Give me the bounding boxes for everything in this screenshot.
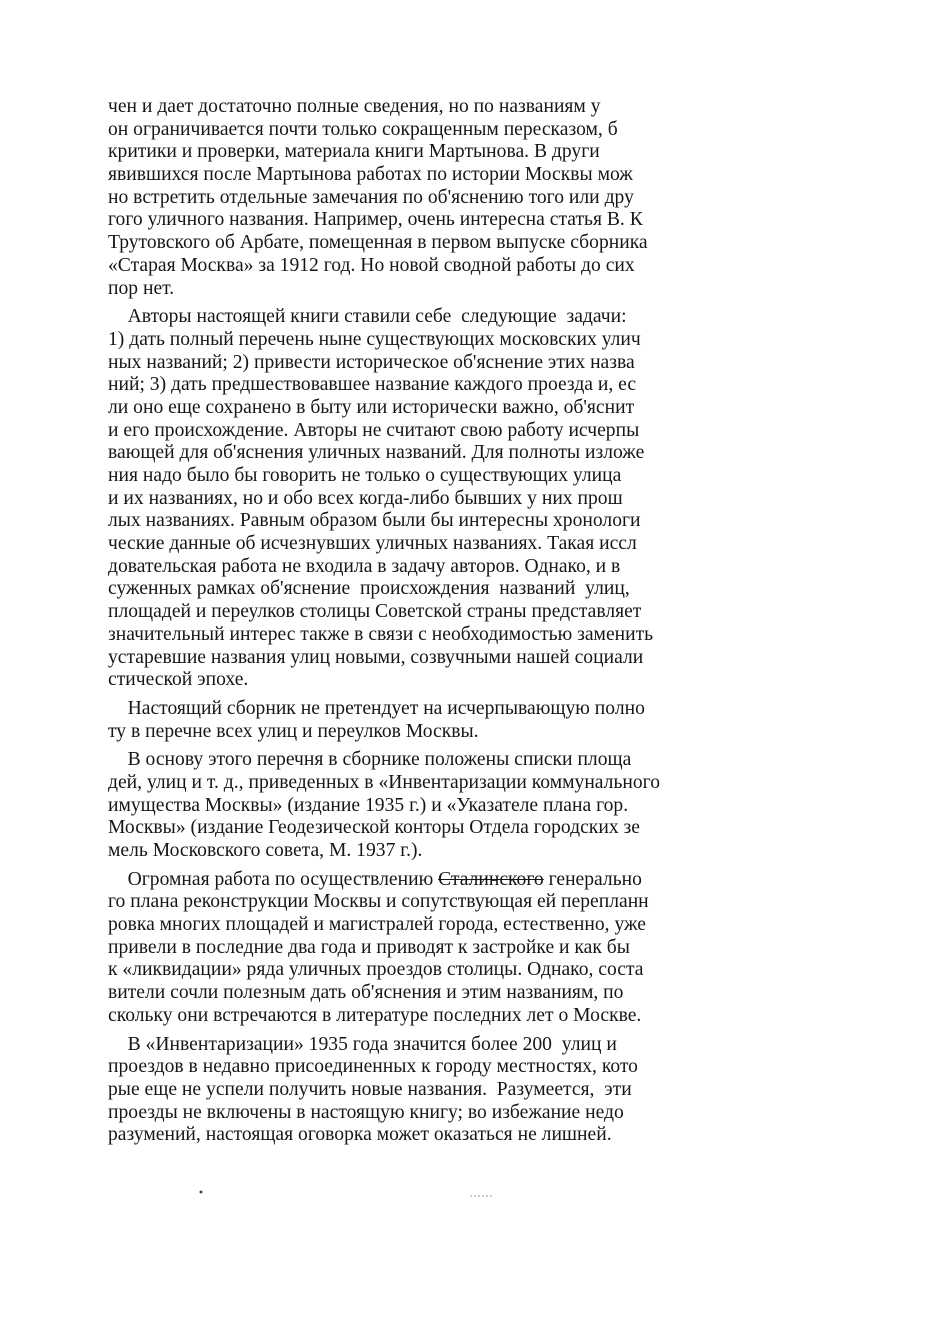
- text-line: 1) дать полный перечень ныне существующих московских улич: [108, 328, 641, 350]
- text-line: чен и дает достаточно полные сведения, но по названиям у: [108, 96, 601, 117]
- text-line: разумений, настоящая оговорка может оказаться не лишней.: [108, 1124, 612, 1146]
- text-line: В «Инвентаризации» 1935 года значится более 200 улиц и: [108, 1033, 617, 1055]
- text-line: ных названий; 2) привести историческое об'яснение этих назва: [108, 351, 635, 373]
- text-line: В основу этого перечня в сборнике положены списки площа: [108, 749, 632, 771]
- text-line: устаревшие названия улиц новыми, созвучными нашей социали: [108, 646, 644, 668]
- text-line: рые еще не успели получить новые названия. Разумеется, эти: [108, 1078, 632, 1100]
- text-line: Трутовского об Арбате, помещенная в первом выпуске сборника: [108, 232, 648, 254]
- text-line: ческие данные об исчезнувших уличных названиях. Такая иссл: [108, 533, 637, 555]
- text-line: ли оно еще сохранено в быту или исторически важно, об'яснит: [108, 396, 635, 418]
- paragraph: [108, 96, 840, 300]
- text-line: явившихся после Мартынова работах по истории Москвы мож: [108, 164, 633, 186]
- text-line: критики и проверки, материала книги Мартынова. В други: [108, 141, 600, 163]
- text-line: значительный интерес также в связи с необходимостью заменить: [108, 623, 654, 645]
- paragraph: [108, 698, 840, 743]
- text-line: довательская работа не входила в задачу авторов. Однако, и в: [108, 555, 621, 577]
- text-line: ний; 3) дать предшествовавшее название каждого проезда и, ес: [108, 374, 637, 396]
- text-line: гого уличного названия. Например, очень интересна статья В. К: [108, 209, 643, 231]
- text-line: вители сочли полезным дать об'яснения и этим названиям, по: [108, 982, 624, 1004]
- text-line: но встретить отдельные замечания по об'яснению того или дру: [108, 186, 634, 208]
- text-line: он ограничивается почти только сокращенным пересказом, б: [108, 118, 618, 140]
- text-line: «Старая Москва» за 1912 год. Но новой сводной работы до сих: [108, 254, 635, 276]
- text-line: площадей и переулков столицы Советской страны представляет: [108, 601, 642, 623]
- text-line: ровка многих площадей и магистралей города, естественно, уже: [108, 914, 646, 936]
- paragraph: [108, 1034, 840, 1147]
- text-line: суженных рамках об'яснение происхождения названий улиц,: [108, 578, 630, 600]
- text-line: и его происхождение. Авторы не считают свою работу исчерпы: [108, 419, 640, 441]
- paragraph: [108, 749, 840, 862]
- text-line: ту в перечне всех улиц и переулков Москвы.: [108, 720, 479, 742]
- text-line: го плана реконструкции Москвы и сопутствующая ей перепланн: [108, 891, 649, 913]
- text-line: проезды не включены в настоящую книгу; во избежание недо: [108, 1101, 624, 1123]
- text-line: к «ликвидации» ряда уличных проездов столицы. Однако, соста: [108, 959, 644, 981]
- paragraph: [108, 869, 840, 1028]
- text-line: скольку они встречаются в литературе последних лет о Москве.: [108, 1004, 642, 1026]
- text-line: лых названиях. Равным образом были бы интересны хронологи: [108, 510, 641, 532]
- text-line: имущества Москвы» (издание 1935 г.) и «Указателе плана гор.: [108, 794, 629, 816]
- text-line: ния надо было бы говорить не только о существующих улица: [108, 465, 622, 486]
- text-line: и их названиях, но и обо всех когда-либо бывших у них прош: [108, 487, 623, 509]
- text-line: пор нет.: [108, 277, 175, 299]
- paragraph: [108, 306, 840, 692]
- text-line: вающей для об'яснения уличных названий. Для полноты изложе: [108, 442, 645, 464]
- document-page: [108, 96, 840, 1147]
- text-line: дей, улиц и т. д., приведенных в «Инвентаризации коммунального: [108, 771, 661, 793]
- text-line: привели в последние два года и приводят к застройке и как бы: [108, 936, 630, 958]
- text-line: проездов в недавно присоединенных к городу местностях, кото: [108, 1056, 638, 1078]
- text-line: Авторы настоящей книги ставили себе следующие задачи:: [108, 306, 627, 328]
- text-line: стической эпохе.: [108, 669, 249, 691]
- struck-word: Сталинского: [438, 868, 544, 890]
- text-line: Москвы» (издание Геодезической конторы Отдела городских зе: [108, 817, 640, 839]
- text-line: Настоящий сборник не претендует на исчерпывающую полно: [108, 697, 645, 719]
- text-line: Огромная работа по осуществлению Сталинского генерально: [108, 868, 642, 890]
- text-line: мель Московского совета, М. 1937 г.).: [108, 840, 423, 861]
